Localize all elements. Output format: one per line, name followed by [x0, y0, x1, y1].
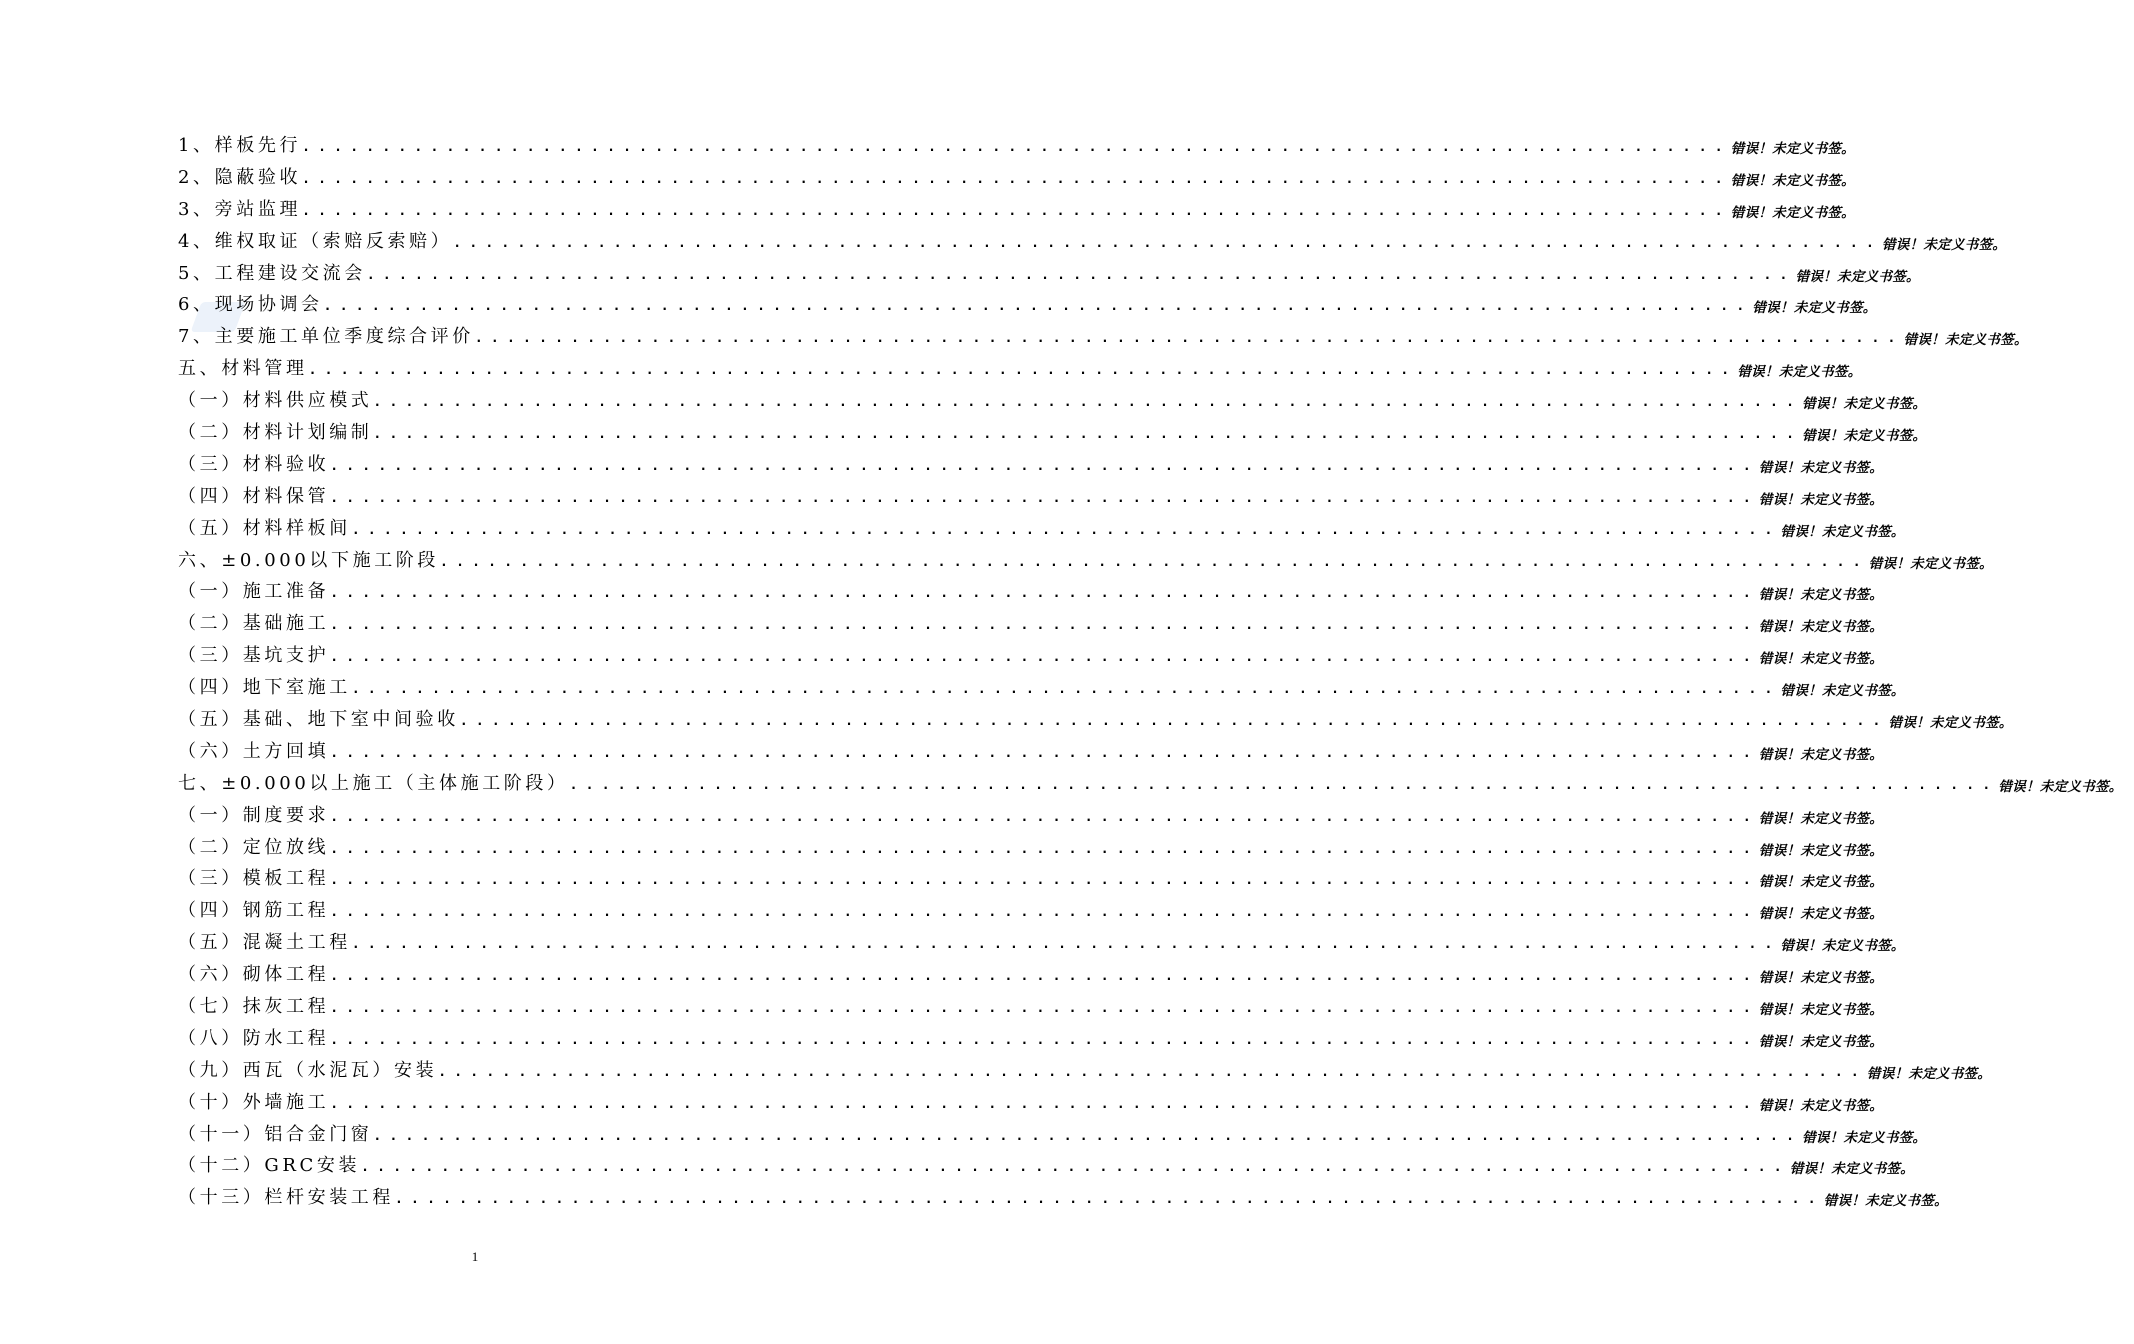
- toc-entry-title: （四）地下室施工: [178, 677, 351, 699]
- dot-leader: [352, 933, 1773, 953]
- toc-entry[interactable]: [178, 830, 1884, 862]
- toc-page-reference: 错误！未定义书签。: [1730, 172, 1855, 189]
- dot-leader: [302, 136, 1723, 156]
- dot-leader: [373, 423, 1794, 443]
- toc-page-reference: 错误！未定义书签。: [1795, 268, 1920, 285]
- dot-leader: [330, 997, 1751, 1017]
- toc-entry-title: （十三）栏杆安装工程: [178, 1187, 394, 1209]
- table-of-contents: [178, 128, 2123, 1212]
- dot-leader: [453, 232, 1874, 252]
- toc-entry-title: （八）防水工程: [178, 1027, 330, 1049]
- toc-entry[interactable]: [178, 351, 1862, 383]
- dot-leader: [395, 1188, 1816, 1208]
- toc-entry-title: 七、±0.000以上施工（主体施工阶段）: [178, 772, 569, 794]
- toc-entry[interactable]: [178, 447, 1884, 479]
- toc-entry-title: （四）钢筋工程: [178, 900, 330, 922]
- toc-entry-title: 1、样板先行: [178, 134, 302, 156]
- toc-entry[interactable]: [178, 925, 1905, 957]
- toc-entry-title: 5、工程建设交流会: [178, 262, 366, 284]
- toc-entry-title: 2、隐蔽验收: [178, 166, 302, 188]
- dot-leader: [302, 168, 1723, 188]
- toc-entry-title: （四）材料保管: [178, 485, 330, 507]
- toc-entry[interactable]: [178, 1117, 1927, 1149]
- toc-page-reference: 错误！未定义书签。: [1758, 491, 1884, 508]
- toc-entry-title: （十二）GRC安装: [178, 1155, 361, 1177]
- dot-leader: [330, 965, 1751, 985]
- toc-page-reference: 错误！未定义书签。: [1780, 938, 1905, 955]
- dot-leader: [330, 646, 1751, 666]
- toc-page-reference: 错误！未定义书签。: [1737, 364, 1862, 381]
- toc-page-reference: 错误！未定义书签。: [1758, 810, 1884, 827]
- toc-page-reference: 错误！未定义书签。: [1758, 619, 1884, 636]
- toc-entry[interactable]: [178, 479, 1884, 511]
- page-number: 1: [471, 1249, 479, 1264]
- toc-entry-title: （七）抹灰工程: [178, 995, 330, 1017]
- toc-entry-title: （十一）铝合金门窗: [178, 1123, 373, 1145]
- toc-page-reference: 错误！未定义书签。: [1998, 778, 2123, 795]
- toc-entry[interactable]: [178, 638, 1884, 670]
- dot-leader: [330, 869, 1751, 889]
- toc-page-reference: 错误！未定义书签。: [1868, 555, 1993, 572]
- toc-entry[interactable]: [178, 128, 1855, 160]
- dot-leader: [475, 327, 1896, 347]
- toc-page-reference: 错误！未定义书签。: [1903, 332, 2028, 349]
- toc-entry-title: 4、维权取证（索赔反索赔）: [178, 230, 453, 252]
- toc-entry[interactable]: [178, 415, 1927, 447]
- dot-leader: [438, 1061, 1859, 1081]
- toc-entry[interactable]: [178, 511, 1905, 543]
- dot-leader: [330, 582, 1751, 602]
- dot-leader: [361, 1156, 1782, 1176]
- toc-entry-title: （五）材料样板间: [178, 517, 351, 539]
- toc-entry[interactable]: [178, 224, 2007, 256]
- toc-page-reference: 错误！未定义书签。: [1802, 1129, 1927, 1146]
- toc-page-reference: 错误！未定义书签。: [1730, 140, 1855, 157]
- toc-page-reference: 错误！未定义书签。: [1758, 1097, 1884, 1114]
- toc-entry[interactable]: [178, 1085, 1884, 1117]
- toc-entry[interactable]: [178, 319, 2028, 351]
- dot-leader: [330, 487, 1751, 507]
- toc-page-reference: 错误！未定义书签。: [1752, 300, 1877, 317]
- toc-page-reference: 错误！未定义书签。: [1758, 874, 1884, 891]
- toc-entry[interactable]: [178, 798, 1884, 830]
- toc-page-reference: 错误！未定义书签。: [1866, 1065, 1992, 1082]
- toc-entry[interactable]: [178, 766, 2123, 798]
- toc-entry-title: （六）土方回填: [178, 740, 330, 762]
- dot-leader: [352, 519, 1773, 539]
- dot-leader: [330, 455, 1751, 475]
- toc-entry-title: （六）砌体工程: [178, 964, 330, 986]
- toc-entry-title: 六、±0.000以下施工阶段: [178, 549, 440, 571]
- toc-page-reference: 错误！未定义书签。: [1802, 427, 1927, 444]
- toc-entry[interactable]: [178, 383, 1927, 415]
- toc-entry-title: （二）材料计划编制: [178, 421, 373, 443]
- dot-leader: [330, 614, 1751, 634]
- toc-entry-title: 3、旁站监理: [178, 198, 302, 220]
- dot-leader: [324, 295, 1745, 315]
- toc-page-reference: 错误！未定义书签。: [1758, 1033, 1884, 1050]
- toc-page-reference: 错误！未定义书签。: [1730, 204, 1855, 221]
- toc-entry-title: 五、材料管理: [178, 358, 308, 380]
- toc-entry-title: （一）施工准备: [178, 581, 330, 603]
- toc-entry[interactable]: [178, 670, 1905, 702]
- toc-entry[interactable]: [178, 1180, 1948, 1212]
- toc-entry-title: （五）混凝土工程: [178, 932, 351, 954]
- toc-entry[interactable]: [178, 734, 1884, 766]
- toc-entry-title: （五）基础、地下室中间验收: [178, 708, 459, 730]
- toc-entry[interactable]: [178, 160, 1855, 192]
- dot-leader: [440, 551, 1861, 571]
- dot-leader: [460, 710, 1881, 730]
- dot-leader: [330, 806, 1751, 826]
- toc-entry-title: （三）材料验收: [178, 453, 330, 475]
- toc-entry[interactable]: [178, 702, 2013, 734]
- toc-page-reference: 错误！未定义书签。: [1780, 523, 1905, 540]
- toc-entry[interactable]: [178, 192, 1855, 224]
- toc-page-reference: 错误！未定义书签。: [1802, 396, 1927, 413]
- toc-entry[interactable]: [178, 1053, 1992, 1085]
- toc-page-reference: 错误！未定义书签。: [1758, 587, 1884, 604]
- toc-entry[interactable]: [178, 1149, 1915, 1181]
- dot-leader: [352, 678, 1773, 698]
- toc-entry-title: （三）基坑支护: [178, 645, 330, 667]
- dot-leader: [330, 1093, 1751, 1113]
- toc-entry[interactable]: [178, 256, 1920, 288]
- toc-entry-title: （二）基础施工: [178, 613, 330, 635]
- dot-leader: [330, 838, 1751, 858]
- toc-entry[interactable]: [178, 287, 1877, 319]
- toc-page-reference: 错误！未定义书签。: [1888, 714, 2013, 731]
- toc-page-reference: 错误！未定义书签。: [1823, 1193, 1948, 1210]
- dot-leader: [373, 1125, 1794, 1145]
- toc-entry-title: （二）定位放线: [178, 836, 330, 858]
- dot-leader: [330, 1029, 1751, 1049]
- dot-leader: [570, 774, 1991, 794]
- toc-entry-title: （九）西瓦（水泥瓦）安装: [178, 1059, 438, 1081]
- toc-entry-title: 6、现场协调会: [178, 294, 323, 316]
- toc-page-reference: 错误！未定义书签。: [1758, 651, 1884, 668]
- toc-entry[interactable]: [178, 893, 1884, 925]
- toc-entry[interactable]: [178, 989, 1884, 1021]
- dot-leader: [373, 391, 1794, 411]
- dot-leader: [302, 200, 1723, 220]
- toc-entry[interactable]: [178, 1021, 1884, 1053]
- dot-leader: [330, 742, 1751, 762]
- toc-entry[interactable]: [178, 574, 1884, 606]
- dot-leader: [330, 901, 1751, 921]
- toc-entry-title: （一）制度要求: [178, 804, 330, 826]
- toc-page-reference: 错误！未定义书签。: [1758, 906, 1884, 923]
- toc-entry-title: （十）外墙施工: [178, 1091, 330, 1113]
- toc-page-reference: 错误！未定义书签。: [1780, 683, 1905, 700]
- toc-entry-title: （三）模板工程: [178, 868, 330, 890]
- toc-page-reference: 错误！未定义书签。: [1758, 459, 1884, 476]
- toc-page-reference: 错误！未定义书签。: [1758, 1001, 1884, 1018]
- toc-page-reference: 错误！未定义书签。: [1758, 842, 1884, 859]
- toc-entry[interactable]: [178, 606, 1884, 638]
- toc-entry[interactable]: [178, 543, 1993, 575]
- toc-entry[interactable]: [178, 861, 1884, 893]
- toc-page-reference: 错误！未定义书签。: [1789, 1161, 1915, 1178]
- dot-leader: [367, 264, 1788, 284]
- toc-entry-title: （一）材料供应模式: [178, 390, 373, 412]
- toc-page-reference: 错误！未定义书签。: [1758, 746, 1884, 763]
- toc-entry[interactable]: [178, 957, 1884, 989]
- toc-page-reference: 错误！未定义书签。: [1758, 970, 1884, 987]
- dot-leader: [309, 359, 1730, 379]
- toc-entry-title: 7、主要施工单位季度综合评价: [178, 326, 474, 348]
- toc-page-reference: 错误！未定义书签。: [1881, 236, 2007, 253]
